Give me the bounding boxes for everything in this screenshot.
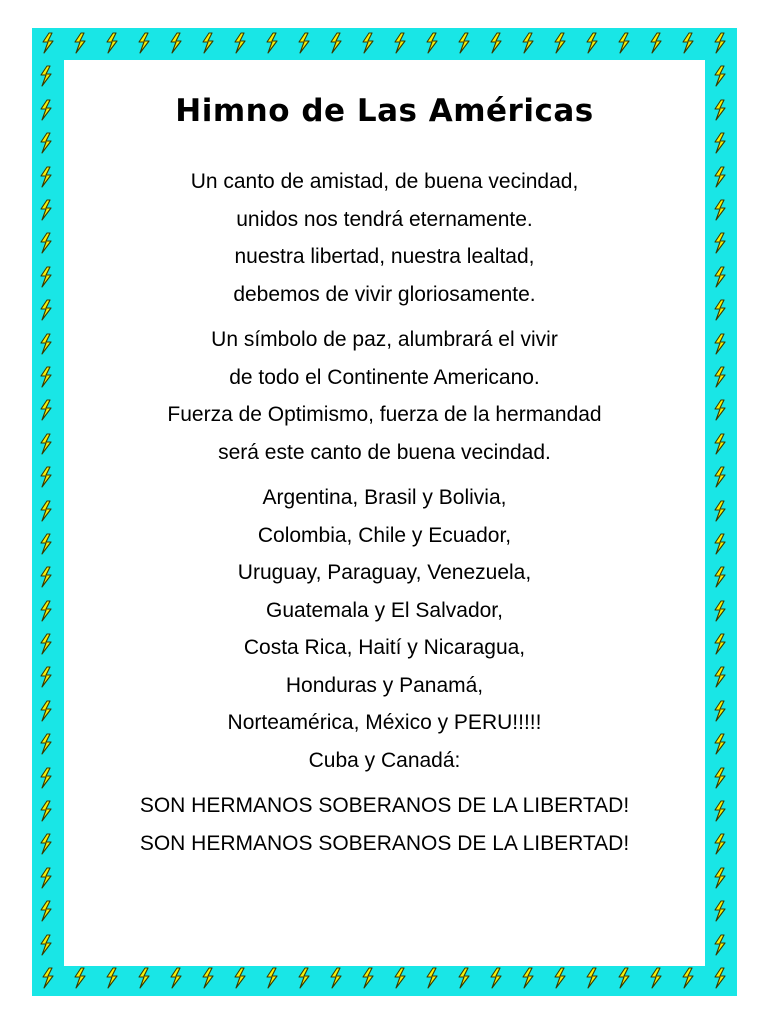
lightning-bolt-icon: [712, 600, 728, 622]
lightning-bolt-icon: [712, 666, 728, 688]
lightning-bolt-icon: [38, 65, 54, 87]
lightning-bolt-icon: [712, 333, 728, 355]
lightning-bolt-icon: [584, 32, 600, 54]
lightning-bolt-icon: [712, 232, 728, 254]
lightning-bolt-icon: [712, 32, 728, 54]
lightning-bolt-icon: [712, 166, 728, 188]
lightning-bolt-icon: [520, 967, 536, 989]
lightning-bolt-icon: [712, 132, 728, 154]
lightning-bolt-icon: [712, 800, 728, 822]
lightning-bolt-icon: [72, 967, 88, 989]
lightning-bolt-icon: [616, 967, 632, 989]
lightning-bolt-icon: [296, 967, 312, 989]
lightning-bolt-icon: [712, 266, 728, 288]
lightning-bolt-icon: [72, 32, 88, 54]
lightning-bolt-icon: [38, 366, 54, 388]
lightning-bolt-icon: [360, 967, 376, 989]
lightning-bolt-icon: [38, 533, 54, 555]
lightning-bolt-icon: [712, 533, 728, 555]
lightning-bolt-icon: [392, 32, 408, 54]
verse-line: SON HERMANOS SOBERANOS DE LA LIBERTAD!: [139, 794, 630, 817]
lightning-bolt-icon: [328, 32, 344, 54]
verse-line: Costa Rica, Haití y Nicaragua,: [243, 636, 526, 659]
lightning-bolt-icon: [136, 32, 152, 54]
lightning-bolt-icon: [712, 399, 728, 421]
document-body: [64, 60, 705, 966]
lightning-bolt-icon: [38, 566, 54, 588]
verse-line: Colombia, Chile y Ecuador,: [257, 523, 512, 547]
lightning-bolt-icon: [424, 32, 440, 54]
lightning-bolt-icon: [712, 366, 728, 388]
lightning-bolt-icon: [616, 32, 632, 54]
lightning-bolt-icon: [488, 967, 504, 989]
stanza: [64, 321, 705, 471]
verse-line: Cuba y Canadá:: [308, 748, 461, 772]
lightning-bolt-icon: [712, 700, 728, 722]
lightning-bolt-icon: [392, 967, 408, 989]
lightning-bolt-icon: [38, 666, 54, 688]
lightning-bolt-icon: [38, 199, 54, 221]
lightning-bolt-icon: [136, 967, 152, 989]
lightning-bolt-icon: [648, 967, 664, 989]
verse-line: será este canto de buena vecindad.: [218, 440, 551, 464]
lightning-bolt-icon: [712, 833, 728, 855]
lightning-bolt-icon: [38, 132, 54, 154]
verse-line: SON HERMANOS SOBERANOS DE LA LIBERTAD!: [139, 831, 630, 855]
lightning-bolt-icon: [40, 32, 56, 54]
verse-line: Fuerza de Optimismo, fuerza de la hermandad: [167, 403, 602, 426]
lightning-bolt-icon: [712, 65, 728, 87]
lightning-bolt-icon: [40, 967, 56, 989]
lightning-bolt-icon: [200, 32, 216, 54]
lightning-bolt-icon: [38, 833, 54, 855]
verse-line: Norteamérica, México y PERU!!!!!: [227, 711, 542, 734]
stanza: [64, 163, 705, 313]
lightning-bolt-icon: [648, 32, 664, 54]
lightning-bolt-icon: [552, 32, 568, 54]
lightning-bolt-icon: [712, 566, 728, 588]
lightning-bolt-icon: [680, 967, 696, 989]
lightning-bolt-icon: [104, 967, 120, 989]
lightning-bolt-icon: [38, 600, 54, 622]
lightning-bolt-icon: [38, 166, 54, 188]
lightning-bolt-icon: [424, 967, 440, 989]
lightning-bolt-icon: [232, 32, 248, 54]
verse-line: Un símbolo de paz, alumbrará el vivir: [211, 328, 558, 351]
lightning-bolt-icon: [200, 967, 216, 989]
lightning-bolt-icon: [712, 867, 728, 889]
lightning-bolt-icon: [456, 32, 472, 54]
verse-line: nuestra libertad, nuestra lealtad,: [234, 245, 535, 268]
lightning-bolt-icon: [680, 32, 696, 54]
lightning-bolt-icon: [38, 466, 54, 488]
lightning-bolt-icon: [38, 767, 54, 789]
lightning-bolt-icon: [38, 333, 54, 355]
lightning-bolt-icon: [712, 733, 728, 755]
lightning-bolt-icon: [264, 967, 280, 989]
stanza: [64, 787, 705, 862]
lightning-bolt-icon: [168, 32, 184, 54]
lightning-bolt-icon: [712, 967, 728, 989]
lightning-bolt-icon: [38, 900, 54, 922]
verse-line: unidos nos tendrá eternamente.: [236, 207, 533, 231]
lightning-bolt-icon: [584, 967, 600, 989]
lightning-bolt-icon: [38, 800, 54, 822]
lightning-bolt-icon: [38, 867, 54, 889]
verse-line: Argentina, Brasil y Bolivia,: [262, 486, 507, 509]
lightning-bolt-icon: [38, 232, 54, 254]
lightning-bolt-icon: [712, 900, 728, 922]
verse-line: Honduras y Panamá,: [285, 673, 484, 697]
lightning-bolt-icon: [104, 32, 120, 54]
lightning-bolt-icon: [38, 266, 54, 288]
lightning-bolt-icon: [488, 32, 504, 54]
lightning-bolt-icon: [232, 967, 248, 989]
lightning-bolt-icon: [712, 767, 728, 789]
lightning-bolt-icon: [38, 934, 54, 956]
lightning-bolt-icon: [38, 299, 54, 321]
verse-line: Un canto de amistad, de buena vecindad,: [190, 170, 579, 193]
lightning-bolt-icon: [712, 934, 728, 956]
stanza: [64, 479, 705, 779]
lightning-bolt-icon: [360, 32, 376, 54]
lightning-bolt-icon: [296, 32, 312, 54]
lightning-bolt-icon: [712, 633, 728, 655]
verse-line: debemos de vivir gloriosamente.: [233, 282, 536, 306]
lightning-bolt-icon: [552, 967, 568, 989]
lightning-bolt-icon: [712, 466, 728, 488]
lightning-bolt-icon: [168, 967, 184, 989]
verse-line: Guatemala y El Salvador,: [266, 598, 503, 622]
lightning-bolt-icon: [38, 99, 54, 121]
lightning-bolt-icon: [264, 32, 280, 54]
lightning-bolt-icon: [712, 500, 728, 522]
lightning-bolt-icon: [38, 733, 54, 755]
lightning-bolt-icon: [712, 433, 728, 455]
lightning-bolt-icon: [712, 299, 728, 321]
lightning-bolt-icon: [712, 199, 728, 221]
verse-line: Uruguay, Paraguay, Venezuela,: [237, 561, 532, 584]
lightning-bolt-icon: [38, 500, 54, 522]
page-title: Himno de Las Américas: [175, 93, 594, 129]
lightning-bolt-icon: [38, 633, 54, 655]
lightning-bolt-icon: [520, 32, 536, 54]
lightning-bolt-icon: [328, 967, 344, 989]
lightning-bolt-icon: [456, 967, 472, 989]
lightning-bolt-icon: [712, 99, 728, 121]
lightning-bolt-icon: [38, 433, 54, 455]
lightning-bolt-icon: [38, 399, 54, 421]
lightning-bolt-icon: [38, 700, 54, 722]
verse-line: de todo el Continente Americano.: [229, 365, 540, 389]
